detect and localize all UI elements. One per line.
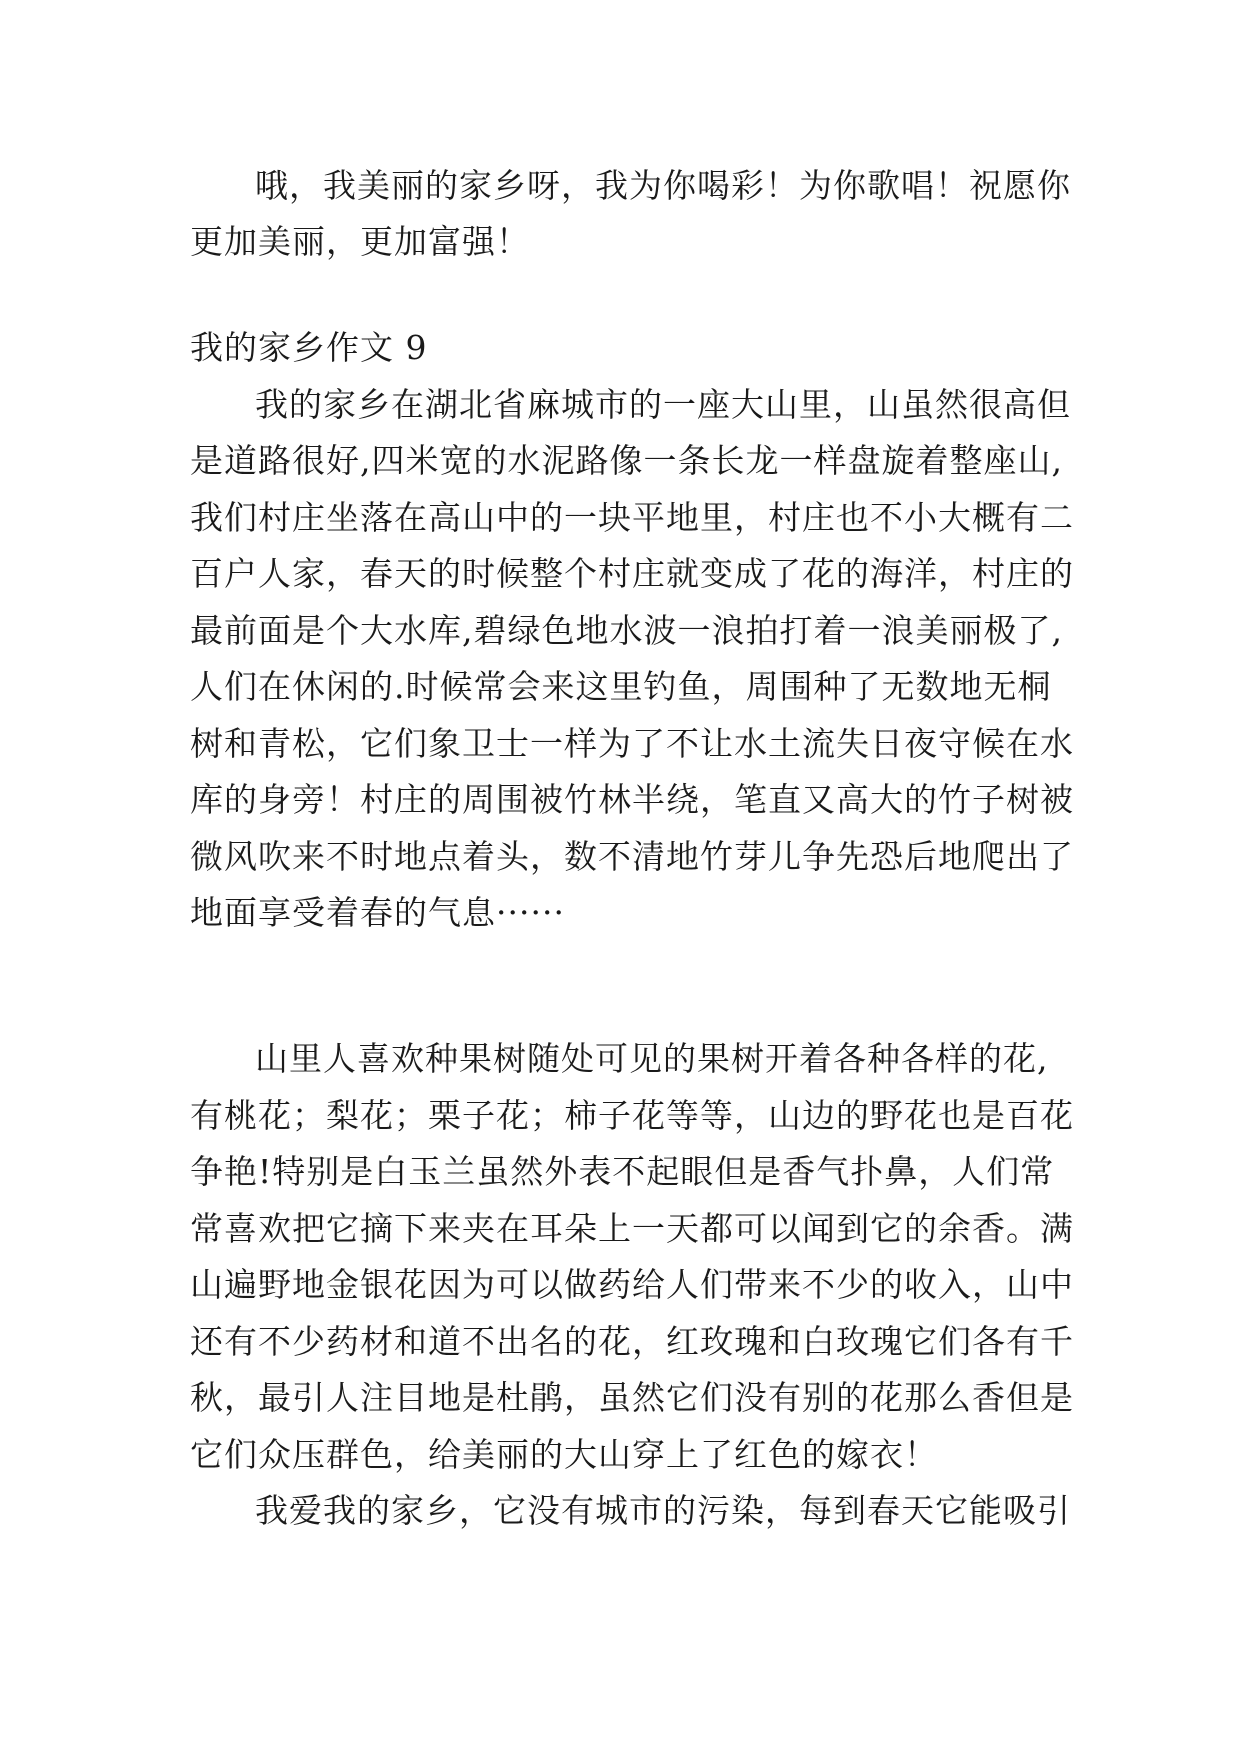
paragraph-line: 我们村庄坐落在高山中的一块平地里，村庄也不小大概有二: [190, 498, 1074, 537]
paragraph-line: 微风吹来不时地点着头，数不清地竹芽儿争先恐后地爬出了: [190, 837, 1074, 876]
paragraph-line: 我爱我的家乡，它没有城市的污染，每到春天它能吸引: [255, 1491, 1071, 1530]
paragraph-line: 人们在休闲的.时候常会来这里钓鱼，周围种了无数地无桐: [190, 667, 1052, 706]
section-title: 我的家乡作文 9: [190, 328, 428, 367]
paragraph-line: 山遍野地金银花因为可以做药给人们带来不少的收入，山中: [190, 1265, 1074, 1304]
paragraph-line: 哦，我美丽的家乡呀，我为你喝彩！为你歌唱！祝愿你: [255, 166, 1071, 205]
paragraph-line: 是道路很好,四米宽的水泥路像一条长龙一样盘旋着整座山,: [190, 441, 1063, 480]
paragraph-line: 它们众压群色，给美丽的大山穿上了红色的嫁衣！: [190, 1435, 938, 1474]
paragraph-line: 我的家乡在湖北省麻城市的一座大山里，山虽然很高但: [255, 385, 1071, 424]
paragraph-line: 秋，最引人注目地是杜鹃，虽然它们没有别的花那么香但是: [190, 1378, 1074, 1417]
paragraph-line: 百户人家，春天的时候整个村庄就变成了花的海洋，村庄的: [190, 554, 1074, 593]
paragraph-line: 树和青松，它们象卫士一样为了不让水土流失日夜守候在水: [190, 724, 1074, 763]
paragraph-line: 争艳!特别是白玉兰虽然外表不起眼但是香气扑鼻，人们常: [190, 1152, 1055, 1191]
paragraph-line: 地面享受着春的气息······: [190, 893, 565, 932]
paragraph-line: 还有不少药材和道不出名的花，红玫瑰和白玫瑰它们各有千: [190, 1322, 1074, 1361]
paragraph-line: 最前面是个大水库,碧绿色地水波一浪拍打着一浪美丽极了,: [190, 611, 1063, 650]
paragraph-line: 山里人喜欢种果树随处可见的果树开着各种各样的花,: [255, 1039, 1049, 1078]
paragraph-line: 更加美丽，更加富强！: [190, 222, 530, 261]
paragraph-line: 常喜欢把它摘下来夹在耳朵上一天都可以闻到它的余香。满: [190, 1209, 1074, 1248]
paragraph-line: 库的身旁！村庄的周围被竹林半绕，笔直又高大的竹子树被: [190, 780, 1074, 819]
paragraph-line: 有桃花；梨花；栗子花；柿子花等等，山边的野花也是百花: [190, 1096, 1074, 1135]
